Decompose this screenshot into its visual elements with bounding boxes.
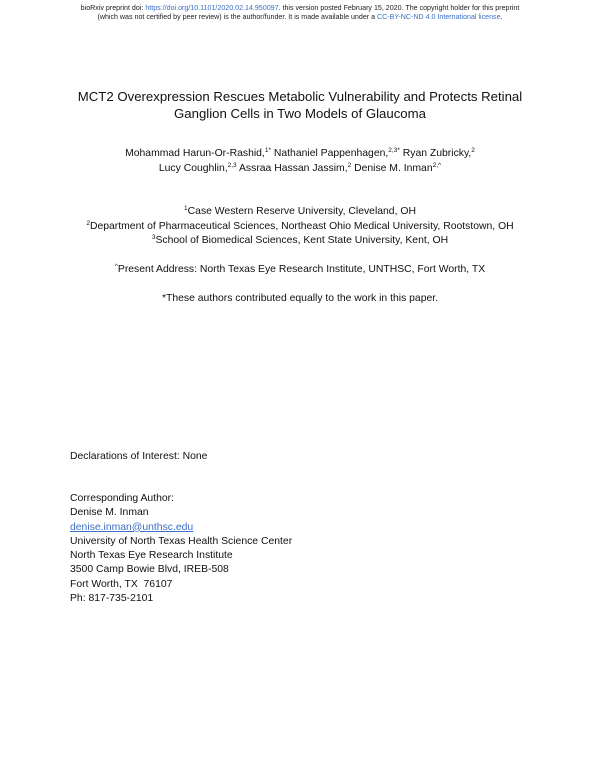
affiliation-marker: 3: [151, 234, 156, 241]
author-name: Lucy Coughlin,: [158, 162, 228, 174]
author-name: Ryan Zubricky,: [402, 148, 472, 159]
paper-title: [40, 88, 560, 122]
affiliation-text: Case Western Reserve University, Cleveland, OH: [187, 206, 416, 217]
affiliation-marker: 1: [184, 205, 188, 212]
preprint-line-2: [0, 13, 600, 22]
preprint-doi-prefix: bioRxiv preprint doi:: [80, 4, 146, 12]
declarations-of-interest: Declarations of Interest: None: [70, 451, 208, 462]
corresponding-email-link[interactable]: denise.inman@unthsc.edu: [70, 521, 194, 533]
corresponding-city: Fort Worth, TX 76107: [70, 578, 173, 590]
corresponding-phone: Ph: 817-735-2101: [70, 593, 154, 605]
affiliation-list: [40, 205, 560, 249]
author-affiliation-marker: 2,^: [432, 161, 442, 169]
author-name: Denise M. Inman: [354, 162, 433, 174]
corresponding-author-block: [70, 492, 292, 606]
present-address-text: Present Address: North Texas Eye Research Institute, UNTHSC, Fort Worth, TX: [117, 264, 486, 275]
author-name: Assraa Hassan Jassim,: [239, 162, 348, 174]
title-line-2: Ganglion Cells in Two Models of Glaucoma: [174, 106, 426, 121]
author-affiliation-marker: 2,3*: [388, 147, 400, 154]
author-name: Nathaniel Pappenhagen,: [273, 148, 389, 159]
present-address: [40, 263, 560, 277]
preprint-line-1: [0, 4, 600, 13]
author-affiliation-marker: 2: [471, 147, 475, 154]
corresponding-heading: Corresponding Author:: [70, 493, 174, 504]
corresponding-email-line: [70, 521, 292, 535]
doi-link[interactable]: https://doi.org/10.1101/2020.02.14.950097: [145, 4, 279, 12]
author-line-1: [40, 147, 560, 162]
title-line-1: MCT2 Overexpression Rescues Metabolic Vulnerability and Protects Retinal: [77, 89, 523, 104]
author-name: Mohammad Harun-Or-Rashid,: [125, 148, 265, 159]
preprint-notice: [0, 4, 600, 22]
affiliation-text: Department of Pharmaceutical Sciences, Northeast Ohio Medical University, Rootstown, OH: [89, 220, 514, 232]
preprint-line-2-suffix: .: [500, 13, 503, 21]
author-list: [40, 147, 560, 176]
author-line-2: [40, 162, 560, 177]
present-address-marker: ^: [114, 263, 118, 270]
affiliation-marker: 2: [86, 219, 90, 227]
affiliation-item: [40, 234, 560, 249]
author-affiliation-marker: 2,3: [227, 161, 237, 169]
license-link[interactable]: CC-BY-NC-ND 4.0 International license: [377, 13, 501, 21]
equal-contribution-note: *These authors contributed equally to the work in this paper.: [161, 293, 439, 304]
author-affiliation-marker: 2: [347, 161, 352, 169]
preprint-line-1-suffix: . this version posted February 15, 2020. The copyright holder for this preprint: [278, 4, 520, 12]
preprint-line-2-prefix: (which was not certified by peer review) is the author/funder. It is made available under a: [97, 13, 378, 21]
affiliation-text: School of Biomedical Sciences, Kent State University, Kent, OH: [155, 235, 449, 246]
corresponding-street: 3500 Camp Bowie Blvd, IREB-508: [70, 564, 229, 576]
affiliation-item: [40, 205, 560, 220]
affiliation-item: [40, 220, 560, 235]
corresponding-org-1: University of North Texas Health Science Center: [70, 535, 293, 547]
corresponding-org-2: North Texas Eye Research Institute: [70, 550, 233, 562]
author-affiliation-marker: 1*: [264, 147, 271, 154]
corresponding-name: Denise M. Inman: [70, 507, 149, 519]
present-address-line: [40, 263, 560, 277]
